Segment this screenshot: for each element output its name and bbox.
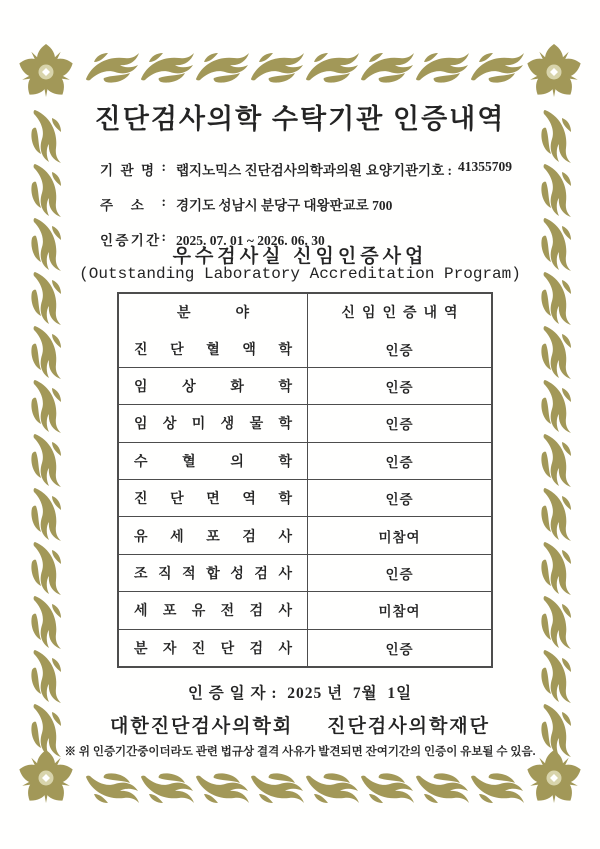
status-cell: 인증 [385,379,414,395]
status-cell: 인증 [385,342,414,358]
status-cell: 인증 [385,641,414,657]
accreditation-table [117,292,493,668]
table-row [119,479,491,516]
institution-address-value: 경기도 성남시 분당구 대왕판교로 700 [176,198,393,213]
field-cell: 분 자 진 단 검 사 [119,630,308,666]
field-cell: 진 단 면 역 학 [119,480,308,516]
table-row [119,404,491,441]
table-row [119,367,491,404]
institution-code-value: 41355709 [458,159,512,174]
organization-foundation: 진단검사의학재단 [327,716,491,737]
field-cell: 수 혈 의 학 [119,443,308,479]
accreditation-table-body [119,330,491,666]
certification-date: 인 증 일 자 : 2025 년 7월 1일 [187,685,413,702]
institution-name-label: 기 관 명 : [100,159,166,178]
organization-society: 대한진단검사의학회 [109,716,294,737]
table-row [119,629,491,666]
field-cell: 조 직 적 합 성 검 사 [119,555,308,591]
table-row [119,330,491,366]
institution-address-line [100,194,512,214]
status-cell: 미참여 [378,529,421,545]
field-cell: 유 세 포 검 사 [119,517,308,553]
institution-address-label: 주 소 : [100,194,166,213]
field-cell: 진 단 혈 액 학 [119,330,308,366]
field-cell: 임 상 미 생 물 학 [119,405,308,441]
status-cell: 인증 [385,492,414,508]
field-cell: 세 포 유 전 검 사 [119,592,308,628]
status-cell: 인증 [385,454,414,470]
certification-period-value: 2025. 07. 01 ~ 2026. 06. 30 [176,233,325,248]
table-row [119,516,491,553]
footnote: ※ 위 인증기간중이더라도 관련 법규상 결격 사유가 발견되면 잔여기간의 인증이 유보될 수 있음. [64,746,536,758]
institution-name-line [100,159,512,179]
table-row [119,591,491,628]
table-header-row [119,294,491,330]
institution-name-value: 랩지노믹스 진단검사의학과의원 [176,163,362,178]
table-row [119,442,491,479]
institution-code-label: 요양기관기호 : [365,163,452,178]
issuing-organizations [0,711,600,738]
field-cell: 임 상 화 학 [119,368,308,404]
status-cell: 인증 [385,417,414,433]
page-title: 진단검사의학 수탁기관 인증내역 [94,104,506,134]
status-cell: 미참여 [378,604,421,620]
program-title-korean: 우수검사실 신임인증사업 [172,246,428,267]
field-header-cell: 분 야 [119,294,308,330]
status-header-cell: 신임인증내역 [341,306,465,322]
institution-code-group [366,159,512,179]
program-title-english: (Outstanding Laboratory Accreditation Program) [79,265,521,283]
table-row [119,554,491,591]
status-cell: 인증 [385,566,414,582]
certification-period-label: 인 증 기 간 : [100,229,166,248]
